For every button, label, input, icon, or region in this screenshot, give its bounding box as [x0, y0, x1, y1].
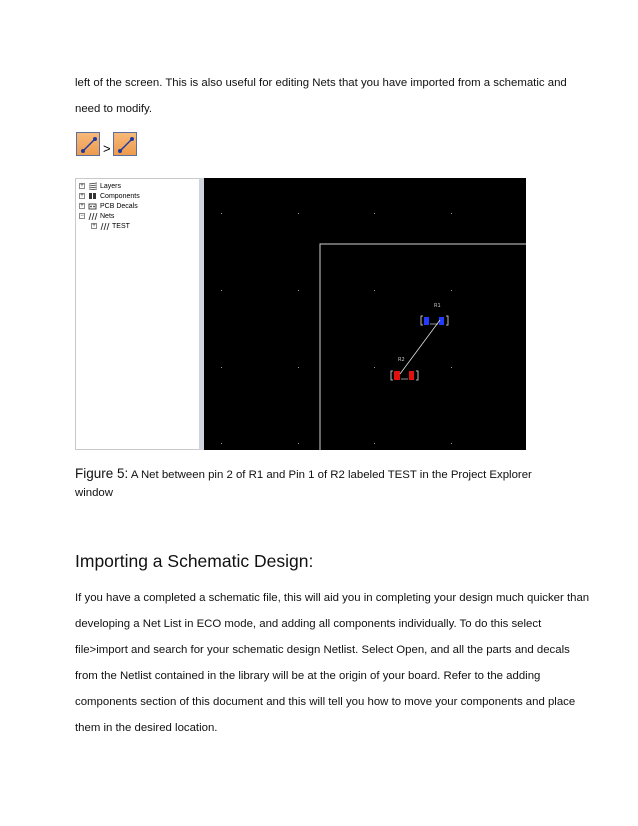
- board-outline: [320, 244, 526, 450]
- tree-item-label: Components: [100, 193, 140, 200]
- pad-r1-1[interactable]: [424, 317, 429, 325]
- figure-caption: [75, 465, 545, 502]
- net-icon: [100, 222, 110, 230]
- route-connection-button-after[interactable]: [113, 132, 137, 156]
- section-heading: Importing a Schematic Design:: [75, 551, 314, 571]
- expand-icon[interactable]: +: [80, 183, 84, 190]
- tree-item-pcb-decals[interactable]: [79, 202, 138, 212]
- pcb-decals-icon: [88, 202, 98, 210]
- component-label-r1: R1: [434, 303, 441, 309]
- component-label-r2: R2: [398, 357, 405, 363]
- layers-icon: [88, 182, 98, 190]
- expand-icon[interactable]: +: [80, 203, 84, 210]
- pad-r2-1[interactable]: [394, 371, 400, 380]
- figure-caption-text: A Net between pin 2 of R1 and Pin 1 of R2 labeled TEST in the Project Explorer window: [75, 469, 532, 499]
- tree-item-label: Layers: [100, 183, 122, 190]
- nets-icon: [88, 212, 98, 220]
- tree-item-label: Nets: [100, 213, 115, 220]
- tree-item-nets[interactable]: [79, 212, 114, 222]
- pad-r2-2[interactable]: [409, 371, 414, 380]
- collapse-icon[interactable]: −: [80, 213, 84, 220]
- route-connection-button-before[interactable]: [76, 132, 100, 156]
- net-connection-test[interactable]: [400, 320, 440, 374]
- pcb-design-canvas[interactable]: [204, 178, 526, 450]
- tree-item-components[interactable]: [79, 192, 140, 202]
- pcb-layout: [204, 178, 526, 450]
- figure-label: Figure 5:: [75, 466, 129, 481]
- project-explorer-tree: [75, 178, 199, 450]
- body-paragraph: If you have a completed a schematic file, this will aid you in completing your design much quicker than developing a Net List in ECO mode, and adding all components individually. To do this select file>import and search for your schematic design Netlist. Select Open, and all the parts and decals from the Netlist contained in the library will be at the origin of your board. Refer to the adding components section of this document and this will tell you how to move your components and place them in the desired location.: [75, 592, 590, 734]
- expand-icon[interactable]: +: [92, 223, 96, 230]
- tree-item-layers[interactable]: [79, 182, 121, 192]
- components-icon: [88, 192, 98, 200]
- separator-arrow: >: [103, 141, 111, 156]
- component-r1[interactable]: [421, 316, 448, 325]
- expand-icon[interactable]: +: [80, 193, 84, 200]
- tree-item-label: TEST: [112, 223, 130, 230]
- component-r2[interactable]: [391, 371, 418, 380]
- tree-item-test[interactable]: [91, 222, 130, 232]
- grid-dots: [221, 213, 452, 444]
- tree-item-label: PCB Decals: [100, 203, 138, 210]
- intro-paragraph: left of the screen. This is also useful for editing Nets that you have imported from a schematic and need to modify.: [75, 77, 567, 115]
